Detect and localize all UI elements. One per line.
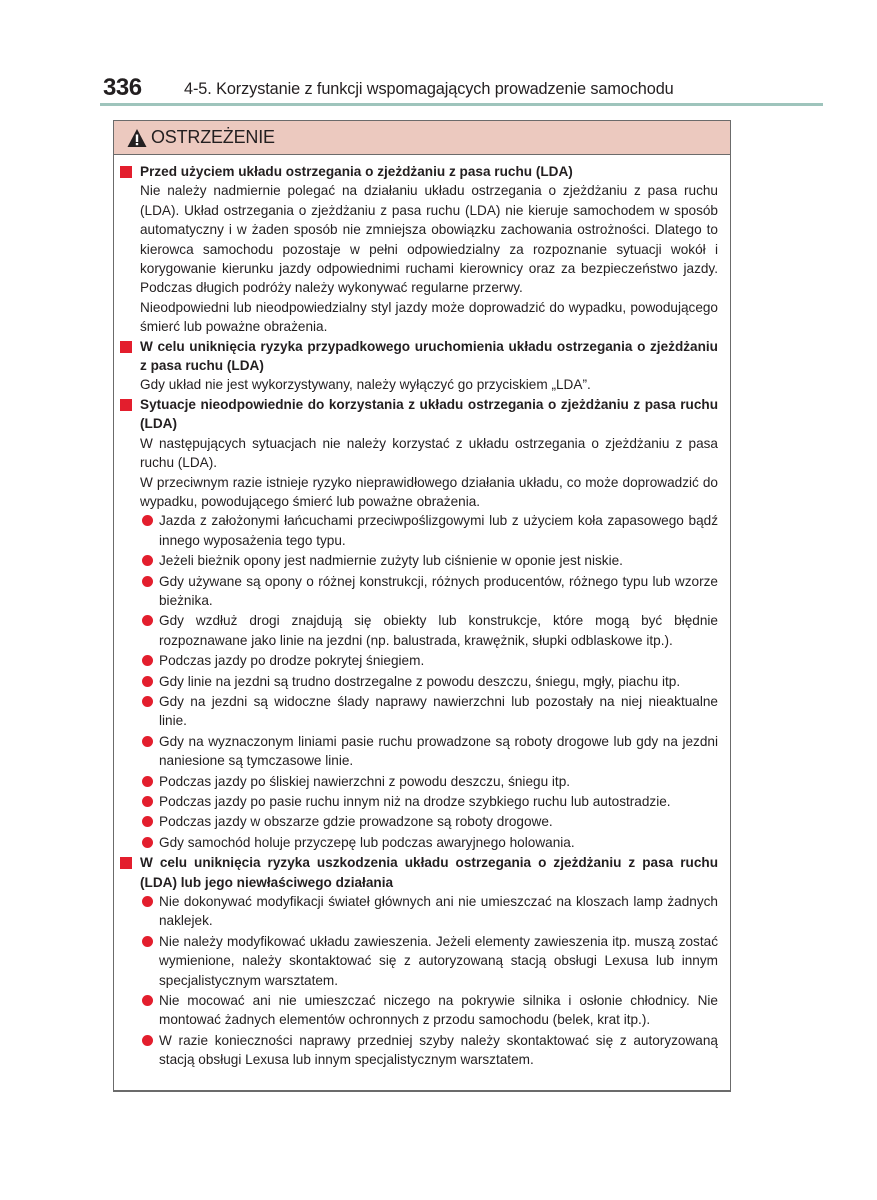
section-heading [119, 395, 718, 434]
list-item-text: Podczas jazdy po drodze pokrytej śniegiem. [159, 653, 425, 669]
red-dot-bullet-icon [142, 676, 153, 687]
red-square-bullet-icon [120, 399, 132, 411]
list-item [140, 792, 718, 811]
red-dot-bullet-icon [142, 615, 153, 626]
list-item-text: Gdy wzdłuż drogi znajdują się obiekty lub konstrukcje, które mogą być błędnie rozpoznawane jako linie na jezdni (np. balustrada, krawężnik, słupki odblaskowe itp.). [159, 613, 718, 648]
red-square-bullet-icon [120, 857, 132, 869]
red-dot-bullet-icon [142, 837, 153, 848]
section-heading [119, 162, 718, 181]
red-dot-bullet-icon [142, 796, 153, 807]
list-item-text: Podczas jazdy po śliskiej nawierzchni z powodu deszczu, śniegu itp. [159, 773, 571, 789]
paragraph: Nieodpowiedni lub nieodpowiedzialny styl jazdy może doprowadzić do wypadku, powodującego śmierć lub poważne obrażenia. [140, 299, 718, 335]
list-item-text: Gdy na wyznaczonym liniami pasie ruchu prowadzone są roboty drogowe lub gdy na jezdni naniesione są tymczasowe linie. [159, 733, 718, 769]
bullet-list [119, 892, 718, 1070]
list-item [140, 651, 718, 670]
list-item [140, 772, 718, 791]
paragraph: W następujących sytuacjach nie należy korzystać z układu ostrzegania o zjeżdżaniu z pasa ruchu (LDA). [140, 435, 718, 471]
list-item [140, 692, 718, 731]
list-item-text: Gdy samochód holuje przyczepę lub podczas awaryjnego holowania. [159, 834, 575, 850]
list-item-text: Gdy używane są opony o różnej konstrukcji, różnych producentów, różnego typu lub wzorze bieżnika. [159, 573, 718, 608]
red-dot-bullet-icon [142, 1035, 153, 1046]
red-dot-bullet-icon [142, 576, 153, 587]
red-dot-bullet-icon [142, 655, 153, 666]
section-title: 4-5. Korzystanie z funkcji wspomagających prowadzenie samochodu [184, 80, 674, 98]
list-item [140, 732, 718, 771]
page-header [100, 74, 823, 102]
red-dot-bullet-icon [142, 696, 153, 707]
list-item-text: Jeżeli bieżnik opony jest nadmiernie zużyty lub ciśnienie w oponie jest niskie. [159, 553, 623, 569]
red-dot-bullet-icon [142, 515, 153, 526]
warning-content [114, 155, 730, 1070]
warning-box [113, 120, 731, 1092]
bullet-list [119, 511, 718, 852]
paragraph: Gdy układ nie jest wykorzystywany, należy wyłączyć go przyciskiem „LDA”. [140, 377, 591, 393]
warning-triangle-icon [127, 128, 147, 148]
list-item-text: Nie dokonywać modyfikacji świateł głównych ani nie umieszczać na kloszach lamp żadnych naklejek. [159, 894, 718, 929]
section-heading-text: W celu uniknięcia ryzyka uszkodzenia układu ostrzegania o zjeżdżaniu z pasa ruchu (LDA) lub jego niewłaściwego działania [140, 855, 718, 890]
list-item [140, 511, 718, 550]
red-dot-bullet-icon [142, 816, 153, 827]
list-item [140, 672, 718, 691]
section-heading [119, 337, 718, 376]
list-item-text: Jazda z założonymi łańcuchami przeciwpoślizgowymi lub z użyciem koła zapasowego bądź innego wyposażenia tego typu. [159, 513, 718, 548]
list-item [140, 572, 718, 611]
warning-title: OSTRZEŻENIE [151, 127, 275, 147]
page-number: 336 [103, 74, 142, 101]
red-dot-bullet-icon [142, 776, 153, 787]
list-item-text: Podczas jazdy w obszarze gdzie prowadzone są roboty drogowe. [159, 814, 553, 830]
list-item [140, 833, 718, 852]
section-heading-text: Sytuacje nieodpowiednie do korzystania z układu ostrzegania o zjeżdżaniu z pasa ruchu (LDA) [140, 396, 718, 432]
list-item [140, 1031, 718, 1070]
red-dot-bullet-icon [142, 555, 153, 566]
red-dot-bullet-icon [142, 736, 153, 747]
section-heading [119, 853, 718, 892]
section-heading-text: W celu uniknięcia ryzyka przypadkowego uruchomienia układu ostrzegania o zjeżdżaniu z pasa ruchu (LDA) [140, 338, 718, 374]
list-item-text: Gdy linie na jezdni są trudno dostrzegalne z powodu deszczu, śniegu, mgły, piachu itp. [159, 673, 681, 689]
list-item [140, 932, 718, 990]
list-item [140, 812, 718, 831]
red-square-bullet-icon [120, 341, 132, 353]
header-divider [100, 103, 823, 106]
list-item [140, 551, 718, 570]
section-heading-text: Przed użyciem układu ostrzegania o zjeżdżaniu z pasa ruchu (LDA) [140, 164, 573, 179]
list-item-text: Nie należy modyfikować układu zawieszenia. Jeżeli elementy zawieszenia itp. muszą zostać wymienione, należy skontaktować się z autoryzowaną stacją obsługi Lexusa lub innym specjalistycznym warsztatem. [159, 933, 718, 988]
list-item-text: Podczas jazdy po pasie ruchu innym niż na drodze szybkiego ruchu lub autostradzie. [159, 794, 671, 809]
red-square-bullet-icon [120, 166, 132, 178]
red-dot-bullet-icon [142, 936, 153, 947]
list-item-text: Nie mocować ani nie umieszczać niczego na pokrywie silnika i osłonie chłodnicy. Nie montować żadnych elementów ochronnych z przodu samochodu (belek, krat itp.). [159, 993, 718, 1028]
warning-header [114, 121, 730, 155]
list-item [140, 611, 718, 650]
red-dot-bullet-icon [142, 995, 153, 1006]
list-item [140, 892, 718, 931]
list-item-text: W razie konieczności naprawy przedniej szyby należy skontaktować się z autoryzowaną stacją obsługi Lexusa lub innym specjalistycznym warsztatem. [159, 1032, 718, 1068]
list-item [140, 991, 718, 1030]
list-item-text: Gdy na jezdni są widoczne ślady naprawy nawierzchni lub pozostały na niej nieaktualne linie. [159, 693, 718, 729]
paragraph: W przeciwnym razie istnieje ryzyko nieprawidłowego działania układu, co może doprowadzić do wypadku, powodującego śmierć lub poważne obrażenia. [140, 474, 718, 509]
red-dot-bullet-icon [142, 896, 153, 907]
paragraph: Nie należy nadmiernie polegać na działaniu układu ostrzegania o zjeżdżaniu z pasa ruchu (LDA). Układ ostrzegania o zjeżdżaniu z pasa ruchu (LDA) nie kieruje samochodem w sposób automatyczny i w żaden sposób nie zmniejsza obowiązku zachowania ostrożności. Dlatego to kierowca samochodu pozostaje w pełni odpowiedzialny za rozpoznanie sytuacji wokół i korygowanie kierunku jazdy odpowiednimi ruchami kierownicy oraz za bezpieczeństwo jazdy. Podczas długich podróży należy wykonywać regularne przerwy. [140, 183, 718, 296]
